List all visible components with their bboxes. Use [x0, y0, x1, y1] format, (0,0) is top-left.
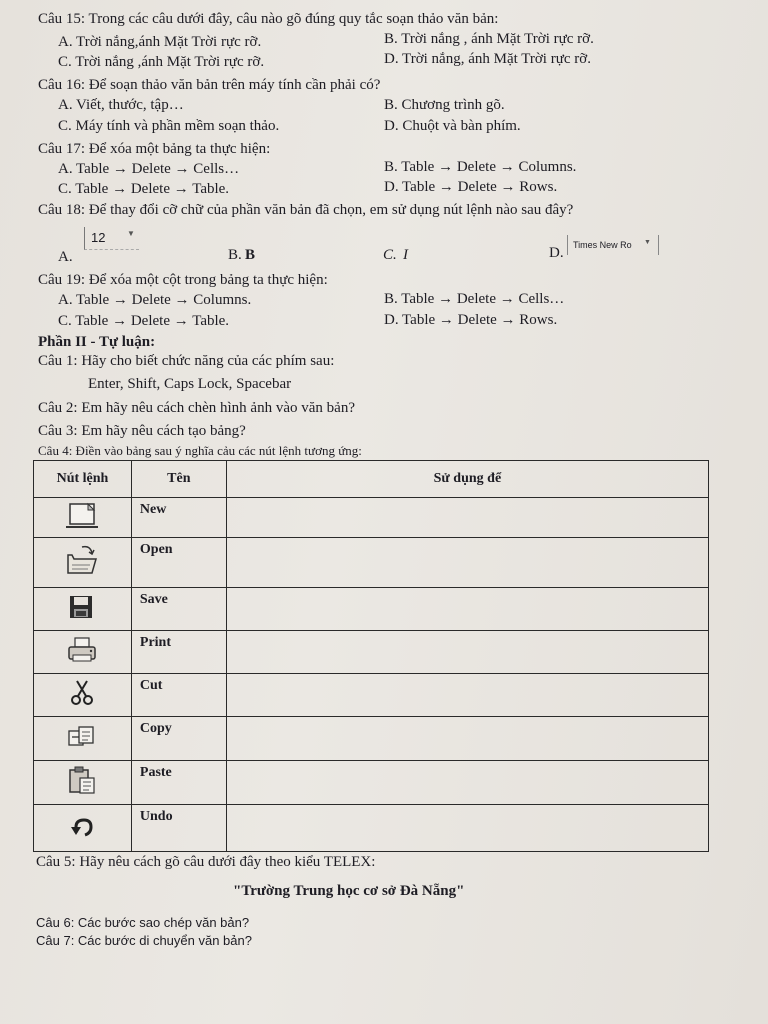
q16-option-d: D. Chuột và bàn phím.	[384, 118, 521, 134]
q18-option-c-letter: C.	[383, 247, 397, 263]
q15-option-b: B. Trời nắng , ánh Mặt Trời rực rỡ.	[384, 31, 594, 47]
new-document-icon	[34, 498, 132, 538]
command-table	[33, 460, 709, 852]
usage-cell	[226, 761, 708, 805]
printer-icon	[34, 631, 132, 674]
usage-cell	[226, 538, 708, 588]
q18-option-b-letter: B.	[228, 247, 242, 263]
cmd-name: Paste	[131, 761, 226, 805]
essay-question-2: Câu 2: Em hãy nêu cách chèn hình ảnh vào văn bản?	[38, 400, 355, 416]
q17-option-a: A. Table → Delete → Cells…	[58, 161, 240, 177]
question-18: Câu 18: Để thay đổi cỡ chữ của phần văn bản đã chọn, em sử dụng nút lệnh nào sau đây?	[38, 202, 574, 218]
cmd-name: Open	[131, 538, 226, 588]
q18-option-a-letter: A.	[58, 249, 73, 265]
font-name-value: Times New Ro	[573, 240, 632, 250]
q17-option-c: C. Table → Delete → Table.	[58, 181, 230, 197]
open-folder-icon	[34, 538, 132, 588]
table-row	[34, 761, 709, 805]
scissors-icon	[34, 674, 132, 717]
q16-option-a: A. Viết, thước, tập…	[58, 97, 184, 113]
usage-cell	[226, 805, 708, 852]
table-row	[34, 498, 709, 538]
question-16: Câu 16: Để soạn thảo văn bản trên máy tính cần phải có?	[38, 77, 381, 93]
usage-cell	[226, 674, 708, 717]
question-15: Câu 15: Trong các câu dưới đây, câu nào gõ đúng quy tắc soạn thảo văn bản:	[38, 11, 499, 27]
essay-question-3: Câu 3: Em hãy nêu cách tạo bảng?	[38, 423, 246, 439]
save-disk-icon	[34, 588, 132, 631]
q18-option-d-letter: D.	[549, 245, 564, 261]
q16-option-b: B. Chương trình gõ.	[384, 97, 505, 113]
table-row	[34, 631, 709, 674]
q17-option-d: D. Table → Delete → Rows.	[384, 179, 558, 195]
font-size-box	[84, 227, 139, 250]
question-19: Câu 19: Để xóa một cột trong bảng ta thực hiện:	[38, 272, 328, 288]
table-row	[34, 588, 709, 631]
table-row	[34, 674, 709, 717]
q15-option-a: A. Trời nắng,ánh Mặt Trời rực rỡ.	[58, 34, 262, 50]
essay-question-7: Câu 7: Các bước di chuyển văn bản?	[36, 933, 252, 948]
cmd-name: Save	[131, 588, 226, 631]
essay-question-1: Câu 1: Hãy cho biết chức năng của các phím sau:	[38, 353, 335, 369]
header-usage: Sử dụng để	[226, 461, 708, 498]
copy-icon	[34, 717, 132, 761]
usage-cell	[226, 588, 708, 631]
q16-option-c: C. Máy tính và phần mềm soạn thảo.	[58, 118, 280, 134]
table-row	[34, 805, 709, 852]
cmd-name: Cut	[131, 674, 226, 717]
usage-cell	[226, 498, 708, 538]
usage-cell	[226, 717, 708, 761]
font-name-box	[567, 235, 659, 255]
chevron-down-icon: ▼	[127, 229, 135, 238]
cmd-name: Copy	[131, 717, 226, 761]
table-row	[34, 717, 709, 761]
font-size-value: 12	[91, 230, 106, 245]
table-header-row	[34, 461, 709, 498]
cmd-name: Undo	[131, 805, 226, 852]
telex-sentence: "Trường Trung học cơ sở Đà Nẵng"	[233, 883, 465, 899]
essay-question-1-keys: Enter, Shift, Caps Lock, Spacebar	[88, 376, 292, 392]
essay-question-4: Câu 4: Điền vào bảng sau ý nghĩa cảu các nút lệnh tương ứng:	[38, 443, 362, 458]
q18-bold-button: B	[245, 247, 256, 263]
q15-option-c: C. Trời nắng ,ánh Mặt Trời rực rỡ.	[58, 54, 265, 70]
cmd-name: New	[131, 498, 226, 538]
usage-cell	[226, 631, 708, 674]
question-17: Câu 17: Để xóa một bảng ta thực hiện:	[38, 141, 271, 157]
table-row	[34, 538, 709, 588]
q15-option-d: D. Trời nắng, ánh Mặt Trời rực rỡ.	[384, 51, 591, 67]
q19-option-a: A. Table → Delete → Columns.	[58, 292, 252, 308]
q18-italic-button: I	[403, 247, 408, 263]
cmd-name: Print	[131, 631, 226, 674]
chevron-down-icon: ▼	[644, 239, 651, 246]
q19-option-c: C. Table → Delete → Table.	[58, 313, 230, 329]
undo-arrow-icon	[34, 805, 132, 852]
header-name: Tên	[131, 461, 226, 498]
part-2-heading: Phần II - Tự luận:	[38, 334, 156, 350]
q17-option-b: B. Table → Delete → Columns.	[384, 159, 577, 175]
q19-option-b: B. Table → Delete → Cells…	[384, 291, 565, 307]
essay-question-6: Câu 6: Các bước sao chép văn bản?	[36, 915, 250, 930]
paste-clipboard-icon	[34, 761, 132, 805]
q19-option-d: D. Table → Delete → Rows.	[384, 312, 558, 328]
header-button: Nút lệnh	[34, 461, 132, 498]
essay-question-5: Câu 5: Hãy nêu cách gõ câu dưới đây theo kiểu TELEX:	[36, 854, 376, 870]
